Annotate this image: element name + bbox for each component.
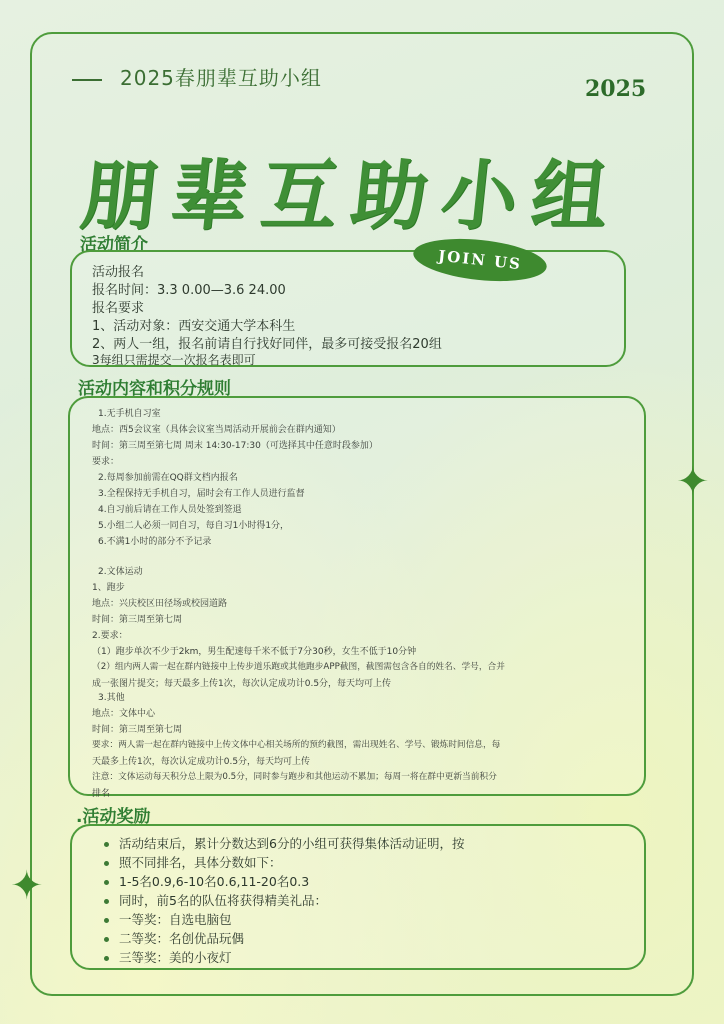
rules-line: 4.自习前后请在工作人员处签到签退	[98, 505, 242, 515]
sparkle-icon: ✦	[676, 459, 710, 505]
rules-line: 地点：西5会议室（具体会议室当周活动开展前会在群内通知）	[92, 425, 341, 435]
sparkle-icon: ✦	[10, 863, 44, 909]
rules-line: 时间：第三周至第七周	[92, 615, 183, 625]
rules-line: 天最多上传1次，每次认定成功计0.5分，每天均可上传	[92, 757, 311, 767]
bullet-icon	[104, 899, 109, 904]
intro-line: 活动报名	[92, 265, 145, 280]
reward-item: 照不同排名，具体分数如下：	[104, 853, 282, 871]
rules-line: （1）跑步单次不少于2km，男生配速每千米不低于7分30秒，女生不低于10分钟	[92, 647, 417, 657]
rules-line: 1、跑步	[92, 583, 125, 593]
reward-item: 同时，前5名的队伍将获得精美礼品：	[104, 891, 327, 909]
rules-line: 要求：	[92, 457, 120, 467]
bullet-icon	[104, 842, 109, 847]
intro-line: 报名时间：3.3 0.00—3.6 24.00	[92, 283, 286, 298]
reward-item: 活动结束后，累计分数达到6分的小组可获得集体活动证明，按	[104, 834, 464, 852]
intro-line: 报名要求	[92, 301, 145, 316]
rules-line: 2.文体运动	[98, 567, 143, 577]
rules-line: 时间：第三周至第七周	[92, 725, 183, 735]
section-title-rules: 活动内容和积分规则	[78, 379, 231, 399]
intro-line: 1、活动对象：西安交通大学本科生	[92, 319, 296, 334]
header-subtitle: 2025春朋辈互助小组	[72, 62, 322, 91]
rules-line: 要求：两人需一起在群内链接中上传文体中心相关场所的预约截图，需出现姓名、学号、锻炼时间信息，每	[92, 740, 501, 750]
section-title-intro: 活动简介	[80, 235, 148, 255]
rules-line: 地点：文体中心	[92, 709, 156, 719]
section-title-rewards: .活动奖励	[76, 807, 151, 827]
rules-line: 6.不满1小时的部分不予记录	[98, 537, 212, 547]
reward-item: 1-5名0.9,6-10名0.6,11-20名0.3	[104, 872, 309, 890]
rewards-box	[70, 824, 646, 970]
rules-line: （2）组内两人需一起在群内链接中上传步道乐跑或其他跑步APP截图，截图需包含各自的姓名、学号，合并	[92, 662, 505, 672]
bullet-icon	[104, 861, 109, 866]
rules-line: 排名	[92, 789, 111, 799]
rules-line: 1.无手机自习室	[98, 409, 161, 419]
reward-item: 二等奖：名创优品玩偶	[104, 929, 244, 947]
bullet-icon	[104, 880, 109, 885]
rules-box	[68, 396, 646, 799]
rules-line: 时间：第三周至第七周 周末 14:30-17:30（可选择其中任意时段参加）	[92, 441, 378, 451]
bullet-icon	[104, 937, 109, 942]
rules-line: 地点：兴庆校区田径场或校园道路	[92, 599, 228, 609]
rules-line: 5.小组二人必须一同自习，每自习1小时得1分，	[98, 521, 290, 531]
dash-divider	[72, 79, 102, 81]
page-title: 朋辈互助小组	[76, 151, 627, 240]
intro-line: 2、两人一组，报名前请自行找好同伴，最多可接受报名20组	[92, 337, 442, 352]
rules-line: 2.要求：	[92, 631, 128, 641]
rules-line: 2.每周参加前需在QQ群文档内报名	[98, 473, 238, 483]
rules-line: 3.全程保持无手机自习，届时会有工作人员进行监督	[98, 489, 305, 499]
reward-item: 一等奖：自选电脑包	[104, 910, 232, 928]
rules-line: 3.其他	[98, 693, 125, 703]
bullet-icon	[104, 956, 109, 961]
rules-line: 注意：文体运动每天积分总上限为0.5分，同时参与跑步和其他运动不累加；每周一将在群中更新当前积分	[92, 772, 497, 782]
intro-line: 3每组只需提交一次报名表即可	[92, 353, 256, 367]
join-us-badge: JOIN US	[411, 233, 548, 287]
rules-line: 成一张图片提交；每天最多上传1次，每次认定成功计0.5分，每天均可上传	[92, 679, 392, 689]
year-label: 2025	[585, 76, 647, 102]
bullet-icon	[104, 918, 109, 923]
reward-item: 三等奖：美的小夜灯	[104, 948, 232, 966]
